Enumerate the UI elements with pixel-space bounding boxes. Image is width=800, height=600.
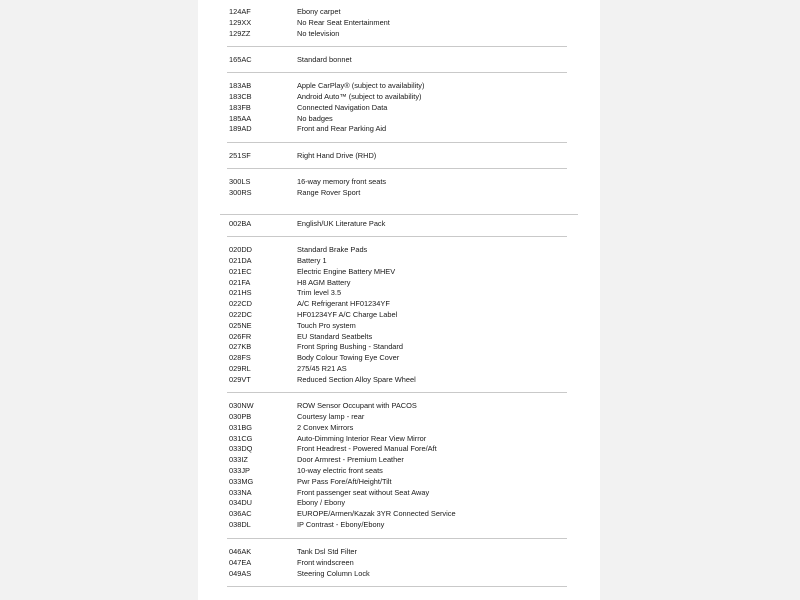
section-divider xyxy=(220,214,578,215)
section-divider xyxy=(227,142,567,143)
option-description: Right Hand Drive (RHD) xyxy=(297,151,377,160)
option-description: HF01234YF A/C Charge Label xyxy=(297,309,398,319)
option-code: 046AK xyxy=(229,547,252,556)
option-description: Touch Pro system xyxy=(297,320,356,330)
option-code: 300RS xyxy=(229,187,252,197)
option-description: 275/45 R21 AS xyxy=(297,364,347,373)
option-description: Reduced Section Alloy Spare Wheel xyxy=(297,374,416,384)
option-code: 030NW xyxy=(229,401,254,410)
option-description: Battery 1 xyxy=(297,255,327,265)
option-description: English/UK Literature Pack xyxy=(297,219,386,228)
option-code: 033NA xyxy=(229,487,252,497)
option-description: ROW Sensor Occupant with PACOS xyxy=(297,401,417,410)
option-description: Connected Navigation Data xyxy=(297,102,388,112)
option-description: Auto-Dimming Interior Rear View Mirror xyxy=(297,433,427,443)
option-code: 033JP xyxy=(229,465,250,475)
option-description: Tank Dsl Std Filter xyxy=(297,547,357,556)
option-description: Range Rover Sport xyxy=(297,187,361,197)
option-code: 021FA xyxy=(229,277,251,287)
option-code: 124AF xyxy=(229,7,251,16)
section-divider xyxy=(227,72,567,73)
option-description: Standard bonnet xyxy=(297,55,352,64)
option-code: 129XX xyxy=(229,17,252,27)
option-code: 185AA xyxy=(229,113,252,123)
option-code: 030PB xyxy=(229,411,252,421)
option-code: 300LS xyxy=(229,177,251,186)
option-description: Ebony carpet xyxy=(297,7,341,16)
option-code: 034DU xyxy=(229,498,253,508)
option-description: Steering Column Lock xyxy=(297,568,370,578)
option-code: 021HS xyxy=(229,288,252,298)
section-divider xyxy=(227,392,567,393)
option-description: Front passenger seat without Seat Away xyxy=(297,487,430,497)
option-code: 047EA xyxy=(229,557,252,567)
option-description: No badges xyxy=(297,113,333,123)
option-description: 16-way memory front seats xyxy=(297,177,387,186)
option-description: 10-way electric front seats xyxy=(297,465,383,475)
option-description: Ebony / Ebony xyxy=(297,498,346,508)
option-code: 002BA xyxy=(229,219,252,228)
option-description: IP Contrast - Ebony/Ebony xyxy=(297,520,385,529)
option-code: 183FB xyxy=(229,102,251,112)
option-description: Front Spring Bushing - Standard xyxy=(297,342,403,352)
option-description: Front windscreen xyxy=(297,557,354,567)
option-code: 026FR xyxy=(229,331,252,341)
option-code: 029VT xyxy=(229,374,251,384)
section-divider xyxy=(227,236,567,237)
option-code: 028FS xyxy=(229,353,251,363)
option-description: Body Colour Towing Eye Cover xyxy=(297,353,400,363)
option-code: 022CD xyxy=(229,299,253,309)
option-description: No Rear Seat Entertainment xyxy=(297,17,390,27)
option-description: Electric Engine Battery MHEV xyxy=(297,266,396,276)
option-code: 129ZZ xyxy=(229,28,251,38)
option-description: H8 AGM Battery xyxy=(297,277,351,287)
section-divider xyxy=(227,586,567,587)
option-description: No television xyxy=(297,28,340,38)
option-code: 031BG xyxy=(229,422,253,432)
option-description: Android Auto™ (subject to availability) xyxy=(297,91,422,101)
option-code: 033MG xyxy=(229,476,254,486)
option-code: 022DC xyxy=(229,309,253,319)
option-description: Front and Rear Parking Aid xyxy=(297,124,387,134)
section-divider xyxy=(227,168,567,169)
option-description: 2 Convex Mirrors xyxy=(297,422,354,432)
option-code: 251SF xyxy=(229,151,251,160)
option-code: 021DA xyxy=(229,255,252,265)
option-code: 183CB xyxy=(229,91,252,101)
option-code: 189AD xyxy=(229,124,252,134)
option-code: 033IZ xyxy=(229,455,248,465)
option-description: Trim level 3.5 xyxy=(297,288,342,298)
option-code: 025NE xyxy=(229,320,252,330)
option-description: Pwr Pass Fore/Aft/Height/Tilt xyxy=(297,476,392,486)
option-code: 165AC xyxy=(229,55,252,64)
option-code: 021EC xyxy=(229,266,252,276)
option-description: Door Armrest - Premium Leather xyxy=(297,455,404,465)
option-description: EU Standard Seatbelts xyxy=(297,331,373,341)
option-code: 027KB xyxy=(229,342,252,352)
option-code: 029RL xyxy=(229,364,251,373)
option-code: 033DQ xyxy=(229,444,253,454)
document-page xyxy=(198,0,600,600)
option-description: Standard Brake Pads xyxy=(297,245,368,254)
option-code: 020DD xyxy=(229,245,253,254)
option-code: 049AS xyxy=(229,568,252,578)
option-code: 038DL xyxy=(229,520,251,529)
section-divider xyxy=(227,538,567,539)
option-description: EUROPE/Armen/Kazak 3YR Connected Service xyxy=(297,509,456,519)
option-code: 183AB xyxy=(229,81,252,90)
option-code: 036AC xyxy=(229,509,252,519)
option-description: Front Headrest - Powered Manual Fore/Aft xyxy=(297,444,437,454)
option-code: 031CG xyxy=(229,433,253,443)
section-divider xyxy=(227,46,567,47)
option-description: Courtesy lamp - rear xyxy=(297,411,365,421)
option-description: Apple CarPlay® (subject to availability) xyxy=(297,81,425,90)
option-description: A/C Refrigerant HF01234YF xyxy=(297,299,390,309)
